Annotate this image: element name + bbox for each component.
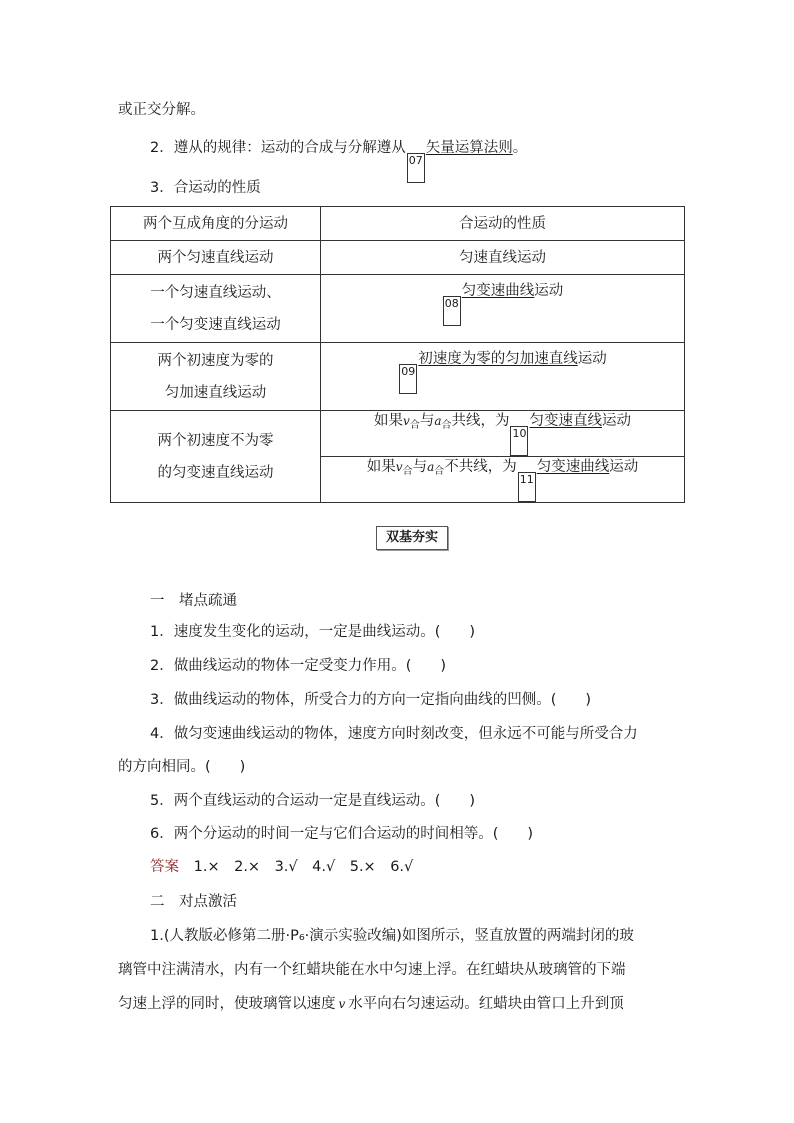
- rule-answer: 矢量运算法则: [425, 140, 513, 156]
- list-item: 5．两个直线运动的合运动一定是直线运动。( ): [150, 793, 476, 809]
- row4-left-line1: 两个初速度不为零: [157, 432, 274, 449]
- table-row: [111, 411, 685, 457]
- cond-and: 与: [419, 413, 435, 429]
- table-row: [111, 343, 685, 411]
- v-symbol: v: [338, 997, 346, 1011]
- row5-answer: 匀变速曲线: [536, 459, 610, 475]
- v-subscript: 合: [402, 466, 413, 477]
- row1-right: 匀速直线运动: [321, 241, 685, 275]
- list-item: 3．做曲线运动的物体，所受合力的方向一定指向曲线的凹侧。( ): [150, 692, 592, 708]
- paragraph-line: 1.(人教版必修第二册·P₆·演示实验改编)如图所示，竖直放置的两端封闭的玻: [150, 928, 634, 944]
- header-resultant-property: 合运动的性质: [321, 207, 685, 241]
- part2-heading: 二 对点激活: [150, 894, 237, 910]
- part1-heading: 一 堵点疏通: [150, 593, 237, 609]
- row3-left-line1: 两个初速度为零的: [157, 352, 274, 369]
- list-item-continuation: 的方向相同。( ): [118, 759, 246, 775]
- a-symbol: a: [427, 460, 435, 474]
- row3-right: [321, 343, 685, 411]
- table-row: [111, 275, 685, 343]
- row2-right: [321, 275, 685, 343]
- row4-suffix: 运动: [601, 413, 631, 429]
- table-header-row: [111, 207, 685, 241]
- header-component-motion: 两个互成角度的分运动: [111, 207, 321, 241]
- property-title: 3．合运动的性质: [150, 180, 261, 196]
- row1-left: 两个匀速直线运动: [111, 241, 321, 275]
- blank-number-07: 07: [407, 153, 425, 183]
- row5-suffix: 运动: [609, 459, 639, 475]
- section-tag: 双基夯实: [376, 526, 448, 550]
- rule-line: [150, 138, 527, 183]
- row3-left: [111, 343, 321, 411]
- row3-suffix: 运动: [577, 351, 607, 367]
- cond-text: 不共线，为: [444, 459, 517, 475]
- cond-prefix: 如果: [366, 459, 396, 475]
- row2-left-line2: 一个匀变速直线运动: [150, 316, 281, 333]
- row4-answer: 匀变速直线: [529, 413, 602, 429]
- answer-line: [150, 857, 413, 877]
- blank-number-10: 10: [510, 426, 528, 456]
- a-symbol: a: [434, 414, 442, 428]
- continued-text: 或正交分解。: [118, 102, 205, 118]
- blank-number-11: 11: [518, 472, 536, 502]
- row5-right-noncollinear: [321, 457, 685, 503]
- row4-right-collinear: [321, 411, 685, 457]
- v-subscript: 合: [409, 420, 420, 431]
- row3-answer: 初速度为零的匀加速直线: [418, 351, 578, 367]
- cond-text: 共线，为: [451, 413, 510, 429]
- paragraph-line: [118, 994, 624, 1014]
- row2-left: [111, 275, 321, 343]
- list-item: 6．两个分运动的时间一定与它们合运动的时间相等。( ): [150, 826, 534, 842]
- cond-prefix: 如果: [374, 413, 404, 429]
- list-item: 4．做匀变速曲线运动的物体，速度方向时刻改变，但永远不可能与所受合力: [150, 726, 638, 742]
- paragraph-line-text-b: 水平向右匀速运动。红蜡块由管口上升到顶: [348, 996, 624, 1012]
- table-row: [111, 241, 685, 275]
- answer-label: 答案: [150, 859, 179, 875]
- a-subscript: 合: [434, 466, 445, 477]
- row2-suffix: 运动: [534, 283, 564, 299]
- answer-values: 1.× 2.× 3.√ 4.√ 5.× 6.√: [193, 859, 414, 875]
- v-symbol: v: [395, 460, 403, 474]
- motion-property-table: [110, 206, 685, 503]
- row4-left: [111, 411, 321, 503]
- list-item: 2．做曲线运动的物体一定受变力作用。( ): [150, 658, 447, 674]
- row2-answer: 匀变速曲线: [461, 283, 535, 299]
- paragraph-line-text-a: 匀速上浮的同时，使玻璃管以速度: [118, 996, 336, 1012]
- rule-suffix: 。: [512, 140, 528, 156]
- row2-left-line1: 一个匀速直线运动、: [150, 284, 281, 301]
- blank-number-08: 08: [443, 296, 461, 326]
- rule-prefix: 2．遵从的规律：运动的合成与分解遵从: [150, 140, 406, 156]
- row4-left-line2: 的匀变速直线运动: [157, 464, 274, 481]
- a-subscript: 合: [441, 420, 452, 431]
- paragraph-line: 璃管中注满清水，内有一个红蜡块能在水中匀速上浮。在红蜡块从玻璃管的下端: [118, 962, 626, 978]
- row3-left-line2: 匀加速直线运动: [164, 384, 267, 401]
- cond-and: 与: [412, 459, 428, 475]
- blank-number-09: 09: [399, 364, 417, 394]
- v-symbol: v: [403, 414, 410, 428]
- list-item: 1．速度发生变化的运动，一定是曲线运动。( ): [150, 624, 476, 640]
